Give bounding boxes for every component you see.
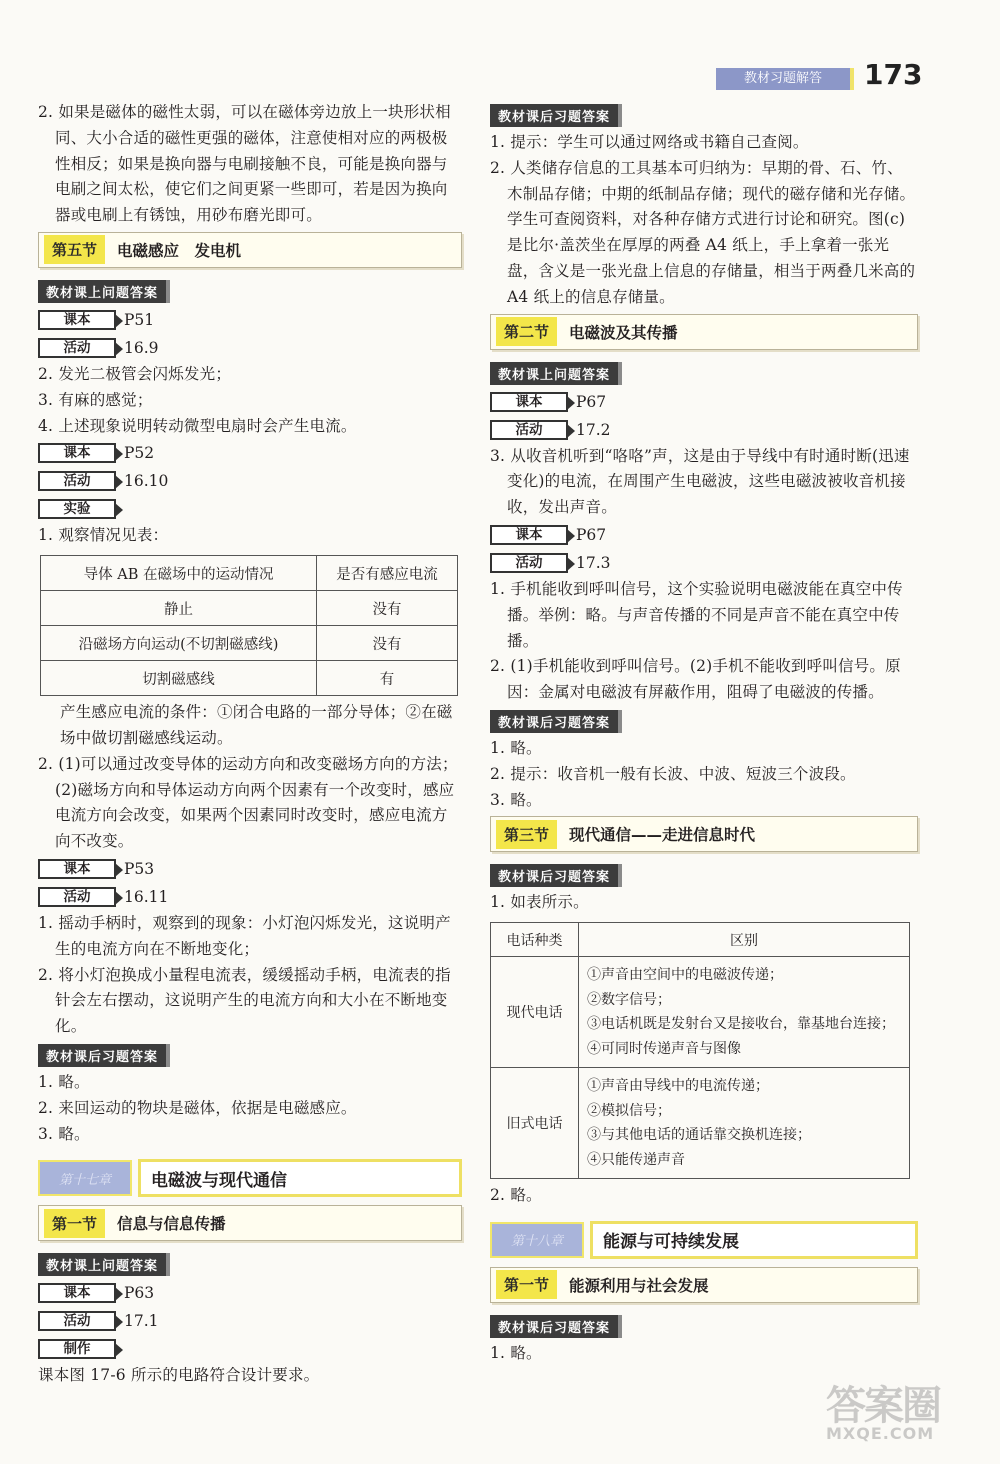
paragraph: 2. 如果是磁体的磁性太弱，可以在磁体旁边放上一块形状相同、大小合适的磁性更强的磁体，注意使相对应的两极极性相反；如果是换向器与电刷接触不良，可能是换向器与电刷之间太松，使它们之间更紧一些即可，若是因为换向器或电刷上有锈蚀，用砂布磨光即可。 — [38, 103, 451, 225]
table-cell: 现代电话 — [491, 957, 579, 1068]
table-row — [491, 957, 910, 1068]
list-item: ②数字信号； — [587, 991, 671, 1008]
section-heading — [490, 1267, 918, 1303]
answer-badge: 教材课上问题答案 — [38, 280, 170, 303]
list-item: ④只能传递声音 — [587, 1151, 685, 1168]
label-row — [38, 495, 462, 523]
table-cell: 有 — [317, 661, 458, 696]
label-box: 活动 — [38, 471, 116, 491]
label-box: 制作 — [38, 1339, 116, 1359]
section-title: 现代通信——走进信息时代 — [569, 826, 756, 845]
label-box: 活动 — [38, 1311, 116, 1331]
chapter-title: 能源与可持续发展 — [590, 1221, 918, 1259]
list-item: ①声音由导线中的电流传递； — [587, 1078, 769, 1095]
table-cell: 没有 — [317, 591, 458, 626]
answer-line: 1. 如表所示。 — [490, 893, 589, 912]
label-row — [490, 549, 918, 577]
table-row — [41, 591, 458, 626]
answer-line: 1. 略。 — [490, 738, 542, 757]
chapter-heading — [490, 1219, 918, 1261]
page-number: 173 — [864, 58, 923, 91]
watermark — [800, 1380, 980, 1450]
paragraph: 1. 摇动手柄时，观察到的现象：小灯泡闪烁发光，这说明产生的电流方向在不断地变化； — [38, 913, 451, 958]
label-value: 17.2 — [576, 420, 611, 439]
section-heading — [490, 816, 918, 852]
label-row — [490, 388, 918, 416]
section-number: 第五节 — [44, 235, 105, 264]
table-cell — [579, 957, 910, 1068]
table-header: 电话种类 — [491, 923, 579, 957]
label-row — [38, 334, 462, 362]
table-row — [491, 1068, 910, 1179]
table-cell: 没有 — [317, 626, 458, 661]
chapter-number: 第十八章 — [490, 1222, 584, 1258]
label-row — [38, 1279, 462, 1307]
answer-line: 3. 略。 — [490, 790, 542, 809]
section-number: 第三节 — [496, 820, 557, 849]
answer-line: 1. 略。 — [490, 1343, 542, 1362]
answer-line: 1. 观察情况见表： — [38, 526, 169, 545]
answer-line: 2. 发光二极管会闪烁发光； — [38, 364, 232, 383]
answer-badge: 教材课后习题答案 — [490, 104, 622, 127]
paragraph: 产生感应电流的条件：①闭合电路的一部分导体；②在磁场中做切割磁感线运动。 — [60, 703, 453, 747]
label-row — [38, 1307, 462, 1335]
label-box: 活动 — [490, 420, 568, 440]
label-box: 课本 — [490, 525, 568, 545]
label-box: 实验 — [38, 499, 116, 519]
label-value: 16.11 — [124, 887, 169, 906]
table-cell: 切割磁感线 — [41, 661, 317, 696]
label-box: 课本 — [490, 392, 568, 412]
induction-table — [40, 555, 458, 696]
watermark-logo: 答案圈 — [826, 1383, 940, 1429]
label-box: 活动 — [490, 553, 568, 573]
label-value: 16.10 — [124, 472, 169, 491]
answer-line: 1. 略。 — [38, 1072, 90, 1091]
answer-badge: 教材课后习题答案 — [490, 864, 622, 887]
label-box: 课本 — [38, 1283, 116, 1303]
list-item: ④可同时传递声音与图像 — [587, 1040, 741, 1057]
answer-line: 3. 略。 — [38, 1124, 90, 1143]
paragraph: 3. 从收音机听到“咯咯”声，这是由于导线中有时通时断(迅速变化)的电流，在周围产生电磁波，这些电磁波被收音机接收，发出声音。 — [490, 446, 910, 517]
label-row — [38, 855, 462, 883]
label-value: P53 — [124, 859, 155, 878]
label-value: P52 — [124, 444, 155, 463]
label-row — [490, 416, 918, 444]
label-row — [38, 306, 462, 334]
watermark-url: MXQE.COM — [826, 1424, 935, 1443]
table-row — [41, 626, 458, 661]
list-item: ③电话机既是发射台又是接收台，靠基地台连接； — [587, 1016, 895, 1033]
table-cell: 沿磁场方向运动(不切割磁感线) — [41, 626, 317, 661]
answer-line: 2. 略。 — [490, 1186, 542, 1205]
section-number: 第一节 — [496, 1270, 557, 1299]
table-row — [41, 661, 458, 696]
chapter-title: 电磁波与现代通信 — [138, 1159, 462, 1197]
section-heading — [38, 1205, 462, 1241]
answer-line: 1. 提示：学生可以通过网络或书籍自己查阅。 — [490, 133, 809, 151]
section-title: 信息与信息传播 — [117, 1215, 226, 1234]
answer-line: 4. 上述现象说明转动微型电扇时会产生电流。 — [38, 416, 357, 435]
left-column — [38, 100, 462, 1389]
paragraph: 2. (1)手机能收到呼叫信号。(2)手机不能收到呼叫信号。原因：金属对电磁波有屏蔽作用，阻碍了电磁波的传播。 — [490, 657, 901, 702]
table-header: 是否有感应电流 — [317, 556, 458, 591]
label-box: 活动 — [38, 887, 116, 907]
answer-badge: 教材课上问题答案 — [490, 362, 622, 385]
telephone-table — [490, 922, 910, 1179]
chapter-number: 第十七章 — [38, 1160, 132, 1196]
paragraph: 2. 人类储存信息的工具基本可归纳为：早期的骨、石、竹、木制品存储；中期的纸制品存储；现代的磁存储和光存储。学生可查阅资料，对各种存储方式进行讨论和研究。图(c)是比尔·盖茨坐在厚厚的两叠 A4 纸上，手上拿着一张光盘，含义是一张光盘上信息的存储量，相当于两叠几米高的 A4 纸上的信息存储量。 — [490, 158, 916, 306]
label-value: P67 — [576, 392, 607, 411]
table-cell: 静止 — [41, 591, 317, 626]
answer-line: 2. 提示：收音机一般有长波、中波、短波三个波段。 — [490, 764, 856, 783]
section-heading — [490, 314, 918, 350]
section-title: 电磁波及其传播 — [569, 323, 678, 342]
right-column — [490, 100, 918, 1367]
label-value: P51 — [124, 310, 155, 329]
label-value: P67 — [576, 525, 607, 544]
label-value: 17.3 — [576, 553, 611, 572]
answer-line: 3. 有麻的感觉； — [38, 390, 153, 409]
label-box: 课本 — [38, 443, 116, 463]
label-box: 课本 — [38, 310, 116, 330]
label-row — [38, 883, 462, 911]
answer-line: 2. 来回运动的物块是磁体，依据是电磁感应。 — [38, 1098, 357, 1117]
page-header — [716, 58, 923, 94]
list-item: ①声音由空间中的电磁波传递； — [587, 967, 783, 984]
paragraph: 2. 将小灯泡换成小量程电流表，缓缓摇动手柄，电流表的指针会左右摆动，这说明产生的电流方向和大小在不断地变化。 — [38, 965, 451, 1036]
section-number: 第二节 — [496, 317, 557, 346]
label-value: 16.9 — [124, 338, 159, 357]
paragraph: 课本图 17-6 所示的电路符合设计要求。 — [38, 1366, 320, 1385]
label-row — [38, 439, 462, 467]
paragraph: 2. (1)可以通过改变导体的运动方向和改变磁场方向的方法；(2)磁场方向和导体运动方向两个因素有一个改变时，感应电流方向会改变，如果两个因素同时改变时，感应电流方向不改变。 — [38, 754, 458, 851]
label-value: 17.1 — [124, 1312, 159, 1331]
answer-badge: 教材课后习题答案 — [38, 1044, 170, 1067]
table-header: 导体 AB 在磁场中的运动情况 — [41, 556, 317, 591]
label-row — [38, 1335, 462, 1363]
chapter-heading — [38, 1157, 462, 1199]
list-item: ③与其他电话的通话靠交换机连接； — [587, 1127, 811, 1144]
table-header: 区别 — [579, 923, 910, 957]
answer-badge: 教材课上问题答案 — [38, 1253, 170, 1276]
label-value: P63 — [124, 1284, 155, 1303]
table-cell: 旧式电话 — [491, 1068, 579, 1179]
table-cell — [579, 1068, 910, 1179]
header-tag: 教材习题解答 — [716, 68, 854, 90]
list-item: ②模拟信号； — [587, 1102, 671, 1119]
answer-badge: 教材课后习题答案 — [490, 1315, 622, 1338]
section-heading — [38, 232, 462, 268]
label-box: 活动 — [38, 338, 116, 358]
answer-badge: 教材课后习题答案 — [490, 710, 622, 733]
section-title: 能源利用与社会发展 — [569, 1276, 709, 1295]
paragraph: 1. 手机能收到呼叫信号，这个实验说明电磁波能在真空中传播。举例：略。与声音传播的不同是声音不能在真空中传播。 — [490, 579, 903, 650]
label-row — [490, 521, 918, 549]
label-box: 课本 — [38, 859, 116, 879]
section-title: 电磁感应 发电机 — [117, 241, 242, 260]
section-number: 第一节 — [44, 1209, 105, 1238]
label-row — [38, 467, 462, 495]
